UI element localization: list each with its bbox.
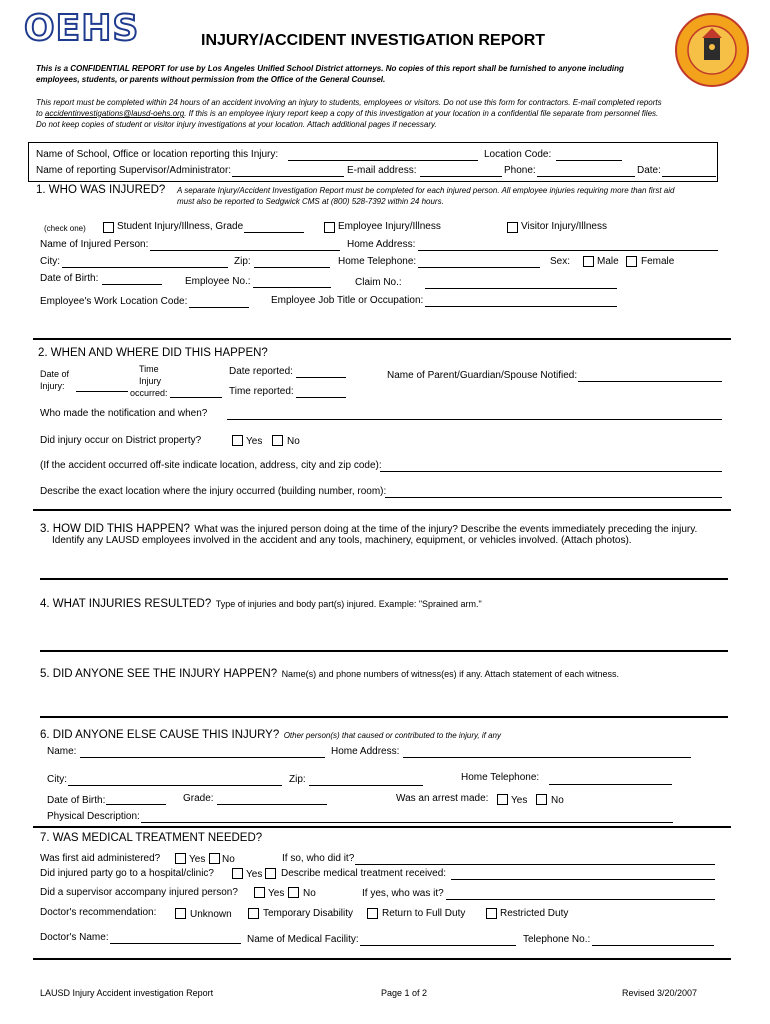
footer-revised: Revised 3/20/2007 [622, 988, 698, 998]
instructions-line-2 [36, 109, 658, 118]
other-home-address-label: Home Address: [331, 746, 400, 757]
confidential-line-2: employees, students, or parents without permission from the Office of the General Counsel. [36, 75, 386, 84]
section-3-answer-line [40, 578, 728, 580]
first-aid-yes-checkbox[interactable] [175, 853, 186, 864]
zip-label: Zip: [234, 256, 251, 267]
female-label: Female [641, 256, 675, 267]
home-address-field[interactable] [418, 250, 718, 251]
confidential-line-1: This is a CONFIDENTIAL REPORT for use by Los Angeles Unified School District attorneys. No copies of this report shall be furnished to anyone including [36, 64, 624, 73]
arrest-no-checkbox[interactable] [536, 794, 547, 805]
supervisor-label: Name of reporting Supervisor/Administrator: [36, 165, 232, 176]
other-name-label: Name: [47, 746, 77, 757]
restricted-duty-label: Restricted Duty [500, 908, 569, 919]
telephone-no-field[interactable] [592, 945, 714, 946]
date-reported-label: Date reported: [229, 366, 293, 377]
footer-page: Page 1 of 2 [381, 988, 428, 998]
arrest-no-label: No [551, 795, 564, 806]
doctor-recommendation-label: Doctor's recommendation: [40, 907, 157, 918]
other-city-field[interactable] [68, 785, 282, 786]
district-no-label: No [287, 436, 300, 447]
student-label: Student Injury/Illness, Grade [117, 221, 244, 232]
section-5-line [40, 664, 619, 682]
who-notified-label: Who made the notification and when? [40, 408, 208, 419]
section-6-line [40, 725, 501, 743]
district-yes-checkbox[interactable] [232, 435, 243, 446]
exact-location-label: Describe the exact location where the injury occurred (building number, room): [40, 486, 387, 497]
footer-left: LAUSD Injury Accident investigation Report [40, 988, 214, 998]
other-home-address-field[interactable] [403, 757, 691, 758]
page-title: INJURY/ACCIDENT INVESTIGATION REPORT [201, 32, 546, 49]
date-of-injury-field[interactable] [76, 391, 128, 392]
phone-field[interactable] [537, 176, 635, 177]
time-label-1: Time [139, 364, 159, 374]
return-full-duty-label: Return to Full Duty [382, 908, 466, 919]
exact-location-field[interactable] [385, 497, 722, 498]
other-city-label: City: [47, 774, 67, 785]
zip-field[interactable] [254, 267, 330, 268]
dob-field[interactable] [102, 284, 162, 285]
section-2-heading: 2. WHEN AND WHERE DID THIS HAPPEN? [38, 347, 268, 359]
oehs-logo: OEHS [24, 8, 140, 49]
medical-facility-label: Name of Medical Facility: [247, 934, 359, 945]
home-telephone-field[interactable] [418, 267, 540, 268]
restricted-duty-checkbox[interactable] [486, 908, 497, 919]
other-zip-field[interactable] [309, 785, 423, 786]
section-1-note-2: must also be reported to Sedgwick CMS at (800) 528-7392 within 24 hours. [177, 197, 444, 206]
section-4-answer-line [40, 650, 728, 652]
medical-facility-field[interactable] [360, 945, 516, 946]
other-home-telephone-label: Home Telephone: [461, 772, 540, 783]
job-title-label: Employee Job Title or Occupation: [271, 295, 424, 306]
home-address-label: Home Address: [347, 239, 416, 250]
claim-no-label: Claim No.: [355, 277, 402, 288]
divider-section-2 [33, 338, 731, 340]
who-notified-field[interactable] [227, 419, 722, 420]
city-field[interactable] [62, 267, 228, 268]
offsite-label: (If the accident occurred off-site indicate location, address, city and zip code): [40, 460, 382, 471]
time-reported-field[interactable] [296, 397, 346, 398]
job-title-field[interactable] [425, 306, 617, 307]
school-label: Name of School, Office or location reporting this Injury: [36, 149, 279, 160]
section-4-heading: 4. WHAT INJURIES RESULTED? [40, 598, 212, 610]
other-zip-label: Zip: [289, 774, 306, 785]
hospital-yes-checkbox[interactable] [232, 868, 243, 879]
unknown-label: Unknown [190, 909, 232, 920]
claim-no-field[interactable] [425, 288, 617, 289]
section-5-text: Name(s) and phone numbers of witness(es) if any. Attach statement of each witness. [281, 669, 620, 679]
instructions-rest: . If this is an employee injury report keep a copy of this investigation at your location in a confidential file separate from personnel files. [184, 109, 659, 118]
section-4-text: Type of injuries and body part(s) injured. Example: "Sprained arm." [215, 599, 482, 609]
divider-footer [33, 958, 731, 960]
visitor-checkbox[interactable] [507, 222, 518, 233]
hospital-label: Did injured party go to a hospital/clinic? [40, 868, 214, 879]
home-telephone-label: Home Telephone: [338, 256, 417, 267]
email-link[interactable]: accidentinvestigations@lausd-oehs.org [44, 109, 185, 118]
student-checkbox[interactable] [103, 222, 114, 233]
other-grade-field[interactable] [217, 804, 327, 805]
work-location-label: Employee's Work Location Code: [40, 296, 188, 307]
instructions-to: to [36, 109, 45, 118]
arrest-label: Was an arrest made: [396, 793, 489, 804]
supervisor-no-label: No [303, 888, 316, 899]
temp-disability-checkbox[interactable] [248, 908, 259, 919]
describe-treatment-field[interactable] [451, 879, 715, 880]
date-field[interactable] [662, 176, 716, 177]
section-4-line [40, 594, 482, 612]
doctor-name-label: Doctor's Name: [40, 932, 109, 943]
first-aid-label: Was first aid administered? [40, 853, 161, 864]
temp-disability-label: Temporary Disability [263, 908, 354, 919]
physical-description-field[interactable] [141, 822, 673, 823]
check-one-label: (check one) [44, 224, 86, 233]
section-5-answer-line [40, 716, 728, 718]
section-1-heading: 1. WHO WAS INJURED? [36, 184, 166, 196]
other-name-field[interactable] [80, 757, 325, 758]
unknown-checkbox[interactable] [175, 908, 186, 919]
section-7-heading: 7. WAS MEDICAL TREATMENT NEEDED? [40, 832, 263, 844]
work-location-field[interactable] [189, 307, 249, 308]
date-of-injury-label-2: Injury: [40, 381, 65, 391]
time-occurred-field[interactable] [170, 397, 222, 398]
who-was-it-field[interactable] [446, 899, 715, 900]
parent-notified-label: Name of Parent/Guardian/Spouse Notified: [387, 370, 578, 381]
visitor-label: Visitor Injury/Illness [521, 221, 607, 232]
return-full-duty-checkbox[interactable] [367, 908, 378, 919]
school-field[interactable] [288, 160, 478, 161]
district-yes-label: Yes [246, 436, 263, 447]
instructions-line-1: This report must be completed within 24 hours of an accident involving an injury to students, employees or visitors. Do not use this form for contractors. E-mail completed reports [36, 98, 662, 107]
employee-label: Employee Injury/Illness [338, 221, 441, 232]
male-checkbox[interactable] [583, 256, 594, 267]
physical-description-label: Physical Description: [47, 811, 140, 822]
hospital-no-checkbox[interactable] [265, 868, 276, 879]
grade-field[interactable] [244, 232, 304, 233]
who-did-it-field[interactable] [355, 864, 715, 865]
male-label: Male [597, 256, 619, 267]
first-aid-yes-label: Yes [189, 854, 206, 865]
supervisor-yes-checkbox[interactable] [254, 887, 265, 898]
doctor-name-field[interactable] [110, 943, 241, 944]
instructions-line-3: Do not keep copies of student or visitor injury investigations at your location. Attach additional pages if necessary. [36, 120, 437, 129]
arrest-yes-checkbox[interactable] [497, 794, 508, 805]
section-3-heading: 3. HOW DID THIS HAPPEN? [40, 523, 190, 535]
date-of-injury-label-1: Date of [40, 369, 70, 379]
first-aid-no-label: No [222, 854, 235, 865]
supervisor-accompany-label: Did a supervisor accompany injured person? [40, 887, 238, 898]
supervisor-field[interactable] [232, 176, 344, 177]
date-label: Date: [637, 165, 661, 176]
employee-no-label: Employee No.: [185, 276, 251, 287]
lausd-seal-icon [674, 12, 750, 88]
section-6-text: Other person(s) that caused or contributed to the injury, if any [283, 731, 501, 740]
section-3-text-2: Identify any LAUSD employees involved in the accident and any tools, machinery, equipment, or vehicles involved. (Attach photos). [52, 535, 632, 546]
parent-notified-field[interactable] [578, 381, 722, 382]
section-3-text-1: What was the injured person doing at the time of the injury? Describe the events immediately preceding the injury. [194, 524, 698, 535]
district-no-checkbox[interactable] [272, 435, 283, 446]
supervisor-yes-label: Yes [268, 888, 285, 899]
other-dob-label: Date of Birth: [47, 795, 106, 806]
sex-label: Sex: [550, 256, 571, 267]
district-property-label: Did injury occur on District property? [40, 435, 202, 446]
city-label: City: [40, 256, 60, 267]
employee-checkbox[interactable] [324, 222, 335, 233]
hospital-yes-label: Yes [246, 869, 263, 880]
other-dob-field[interactable] [106, 804, 166, 805]
supervisor-no-checkbox[interactable] [288, 887, 299, 898]
email-label: E-mail address: [347, 165, 417, 176]
other-grade-label: Grade: [183, 793, 214, 804]
arrest-yes-label: Yes [511, 795, 528, 806]
offsite-field[interactable] [380, 471, 722, 472]
time-reported-label: Time reported: [229, 386, 294, 397]
injured-name-label: Name of Injured Person: [40, 239, 149, 250]
section-1-note-1: A separate Injury/Accident Investigation Report must be completed for each injured person. All employee injuries requiring more than first aid [177, 186, 675, 195]
time-label-2: Injury [139, 376, 162, 386]
date-reported-field[interactable] [296, 377, 346, 378]
first-aid-no-checkbox[interactable] [209, 853, 220, 864]
time-label-3: occurred: [130, 388, 168, 398]
telephone-no-label: Telephone No.: [523, 934, 591, 945]
location-code-field[interactable] [556, 160, 622, 161]
describe-treatment-label: Describe medical treatment received: [281, 868, 447, 879]
other-home-telephone-field[interactable] [549, 784, 672, 785]
who-was-it-label: If yes, who was it? [362, 888, 444, 899]
location-code-label: Location Code: [484, 149, 552, 160]
who-did-it-label: If so, who did it? [282, 853, 355, 864]
email-field[interactable] [420, 176, 502, 177]
employee-no-field[interactable] [253, 287, 331, 288]
dob-label: Date of Birth: [40, 273, 99, 284]
divider-section-3 [33, 509, 731, 511]
female-checkbox[interactable] [626, 256, 637, 267]
divider-section-7 [33, 826, 731, 828]
section-5-heading: 5. DID ANYONE SEE THE INJURY HAPPEN? [40, 668, 278, 680]
phone-label: Phone: [504, 165, 536, 176]
section-6-heading: 6. DID ANYONE ELSE CAUSE THIS INJURY? [40, 729, 280, 741]
injured-name-field[interactable] [150, 250, 340, 251]
